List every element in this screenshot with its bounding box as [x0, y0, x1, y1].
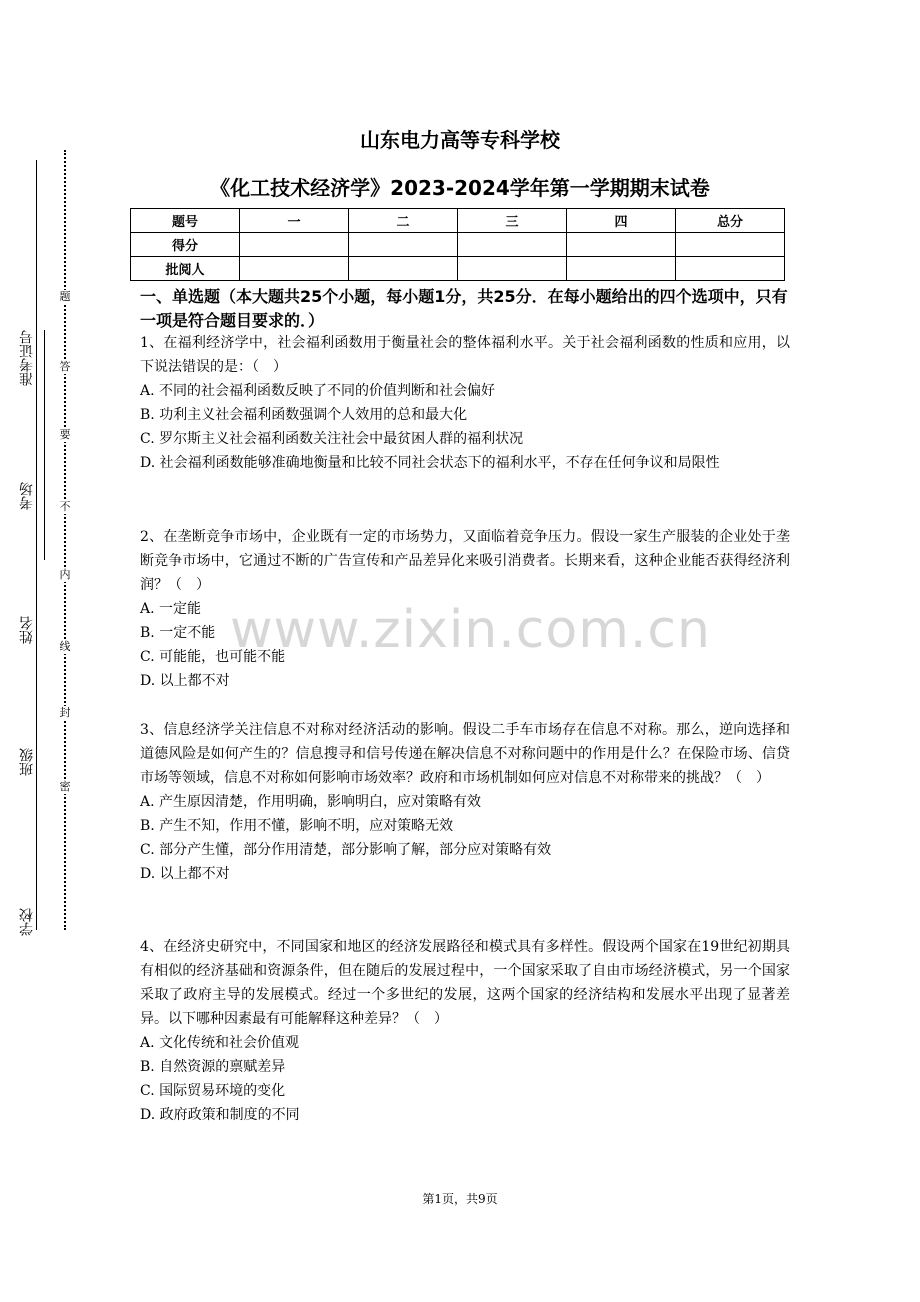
score-table — [130, 208, 785, 281]
score-cell — [349, 233, 458, 257]
table-row — [131, 209, 785, 233]
question-option: A. 文化传统和社会价值观 — [140, 1035, 300, 1051]
question-option: A. 不同的社会福利函数反映了不同的价值判断和社会偏好 — [140, 383, 496, 399]
column-header: 三 — [458, 209, 567, 233]
seal-word: 线 — [57, 640, 73, 654]
side-field-name — [14, 616, 44, 716]
seal-word: 不 — [57, 500, 73, 514]
grader-cell — [567, 257, 676, 281]
watermark-text: www.zixin.com.cn — [230, 600, 711, 660]
question-option: D. 社会福利函数能够准确地衡量和比较不同社会状态下的福利水平，不存在任何争议和局限性 — [140, 455, 720, 471]
question-option: A. 产生原因清楚，作用明确，影响明白，应对策略有效 — [140, 794, 482, 810]
grader-cell — [458, 257, 567, 281]
exam-title: 《化工技术经济学》2023-2024学年第一学期期末试卷 — [210, 176, 710, 200]
column-header: 四 — [567, 209, 676, 233]
seal-word: 封 — [57, 706, 73, 720]
column-header: 二 — [349, 209, 458, 233]
fill-line — [44, 330, 45, 560]
grader-cell — [349, 257, 458, 281]
question-stem: 2、在垄断竞争市场中，企业既有一定的市场势力，又面临着竞争压力。假设一家生产服装的企业处于垄断竞争市场中，它通过不断的广告宣传和产品差异化来吸引消费者。长期来看，这种企业能否获得经济利润？（ ） — [140, 529, 790, 593]
side-underline — [36, 160, 37, 930]
side-field-label: 班级 — [19, 748, 35, 776]
side-field-label: 姓名 — [19, 616, 35, 644]
side-field-school — [14, 908, 44, 948]
side-field-label: 考场 — [19, 482, 35, 510]
grader-cell — [240, 257, 349, 281]
seal-word: 题 — [57, 290, 73, 304]
question-stem: 4、在经济史研究中，不同国家和地区的经济发展路径和模式具有多样性。假设两个国家在19世纪初期具有相似的经济基础和资源条件，但在随后的发展过程中，一个国家采取了自由市场经济模式，另一个国家采取了政府主导的发展模式。经过一个多世纪的发展，这两个国家的经济结构和发展水平出现了显著差异。以下哪种因素最有可能解释这种差异？（ ） — [140, 939, 790, 1027]
seal-word: 答 — [57, 360, 73, 374]
side-field-label: 准考证号 — [19, 330, 35, 386]
question-option: D. 以上都不对 — [140, 673, 230, 689]
row-header: 得分 — [131, 233, 240, 257]
page-footer: 第1页，共9页 — [422, 1192, 498, 1206]
question-option: C. 罗尔斯主义社会福利函数关注社会中最贫困人群的福利状况 — [140, 431, 524, 447]
seal-word: 要 — [57, 428, 73, 442]
score-cell — [676, 233, 785, 257]
question-option: B. 产生不知，作用不懂，影响不明，应对策略无效 — [140, 818, 454, 834]
table-row — [131, 233, 785, 257]
question-option: A. 一定能 — [140, 601, 202, 617]
side-field-exam-room — [14, 482, 44, 612]
question-option: B. 一定不能 — [140, 625, 216, 641]
row-header: 批阅人 — [131, 257, 240, 281]
question-option: D. 以上都不对 — [140, 866, 230, 882]
seal-words — [57, 150, 73, 930]
score-cell — [240, 233, 349, 257]
question-option: C. 国际贸易环境的变化 — [140, 1083, 286, 1099]
question-option: C. 部分产生懂，部分作用清楚，部分影响了解，部分应对策略有效 — [140, 842, 552, 858]
question-option: D. 政府政策和制度的不同 — [140, 1107, 300, 1123]
row-header: 题号 — [131, 209, 240, 233]
question-stem: 3、信息经济学关注信息不对称对经济活动的影响。假设二手车市场存在信息不对称。那么，逆向选择和道德风险是如何产生的？信息搜寻和信号传递在解决信息不对称问题中的作用是什么？在保险市场、信贷市场等领域，信息不对称如何影响市场效率？政府和市场机制如何应对信息不对称带来的挑战？（ ） — [140, 722, 790, 786]
question-3 — [140, 718, 790, 886]
question-1 — [140, 331, 790, 475]
binding-margin-fields — [14, 150, 44, 940]
grader-cell — [676, 257, 785, 281]
question-option: B. 自然资源的禀赋差异 — [140, 1059, 286, 1075]
seal-word: 内 — [57, 568, 73, 582]
table-row — [131, 257, 785, 281]
question-4 — [140, 935, 790, 1127]
score-cell — [567, 233, 676, 257]
seal-word: 密 — [57, 780, 73, 794]
school-name: 山东电力高等专科学校 — [360, 128, 560, 152]
column-header: 总分 — [676, 209, 785, 233]
score-cell — [458, 233, 567, 257]
section-heading: 一、单选题（本大题共25个小题，每小题1分，共25分．在每小题给出的四个选项中，只有一项是符合题目要求的．） — [140, 287, 788, 330]
question-stem: 1、在福利经济学中，社会福利函数用于衡量社会的整体福利水平。关于社会福利函数的性质和应用，以下说法错误的是：（ ） — [140, 335, 790, 375]
side-field-class — [14, 748, 44, 848]
column-header: 一 — [240, 209, 349, 233]
side-field-label: 学校 — [19, 908, 35, 936]
question-option: C. 可能能，也可能不能 — [140, 649, 286, 665]
question-option: B. 功利主义社会福利函数强调个人效用的总和最大化 — [140, 407, 468, 423]
